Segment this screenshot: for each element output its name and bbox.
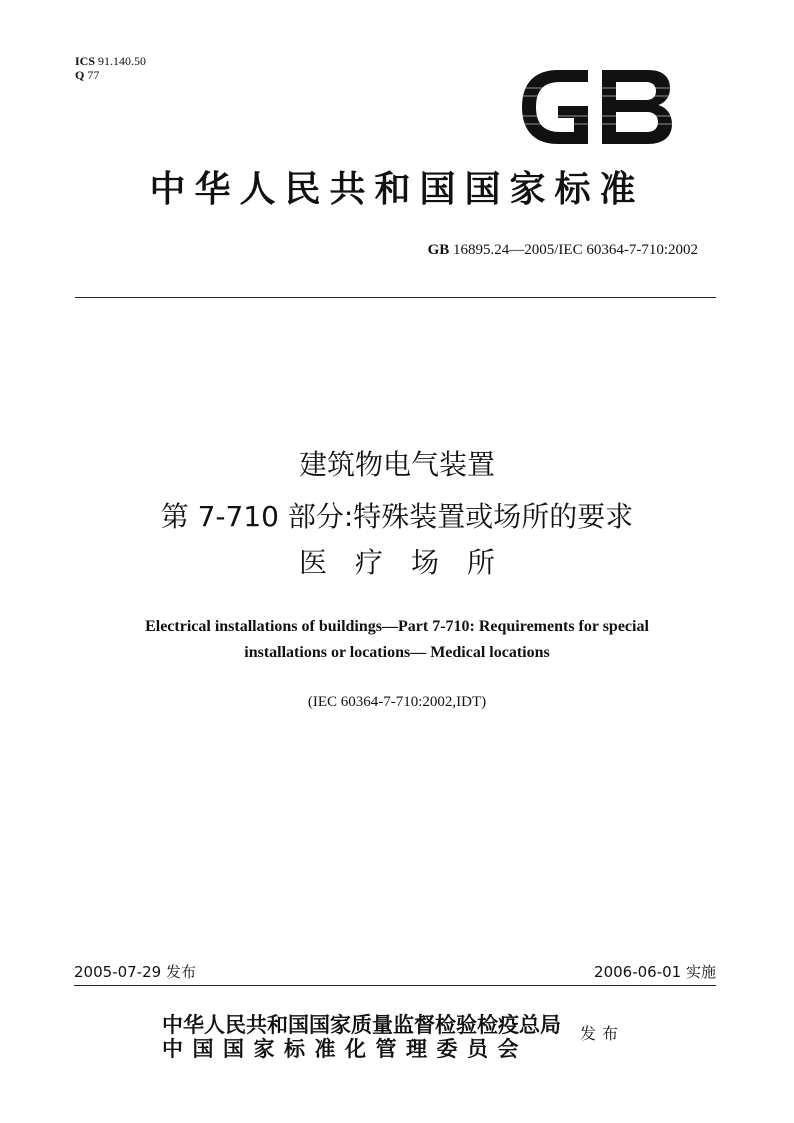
issuer-line2: 中国国家标准化管理委员会 bbox=[162, 1036, 528, 1061]
standard-number-text: 16895.24—2005/IEC 60364-7-710:2002 bbox=[453, 242, 698, 258]
ics-label: ICS bbox=[75, 54, 96, 68]
issuer-line1: 中华人民共和国国家质量监督检验检疫总局 bbox=[162, 1012, 561, 1037]
iec-reference: (IEC 60364-7-710:2002,IDT) bbox=[307, 694, 487, 710]
title-cn-line1: 建筑物电气装置 bbox=[298, 448, 495, 481]
ccs-label: Q bbox=[75, 68, 85, 82]
title-cn-line3: 医疗场所 bbox=[298, 546, 523, 579]
ics-code: 91.140.50 bbox=[98, 54, 147, 68]
ics-line bbox=[75, 54, 146, 68]
ccs-line bbox=[75, 68, 146, 82]
header-divider bbox=[75, 297, 716, 298]
standard-number bbox=[428, 241, 698, 259]
issued-date: 2005-07-29 发布 bbox=[74, 963, 196, 981]
publish-label: 发布 bbox=[580, 1024, 625, 1043]
gb-logo bbox=[518, 66, 674, 148]
ccs-code: 77 bbox=[87, 68, 100, 82]
classification-codes bbox=[75, 54, 146, 82]
footer-divider bbox=[74, 985, 716, 986]
title-cn-line2: 第 7-710 部分:特殊装置或场所的要求 bbox=[160, 500, 634, 533]
title-en-line1: Electrical installations of buildings—Part 7-710: Requirements for special bbox=[145, 618, 649, 635]
standard-prefix: GB bbox=[427, 242, 450, 258]
title-en-line2: installations or locations— Medical locations bbox=[244, 644, 550, 661]
effective-date: 2006-06-01 实施 bbox=[594, 963, 716, 981]
country-standard-title: 中华人民共和国国家标准 bbox=[149, 168, 645, 210]
